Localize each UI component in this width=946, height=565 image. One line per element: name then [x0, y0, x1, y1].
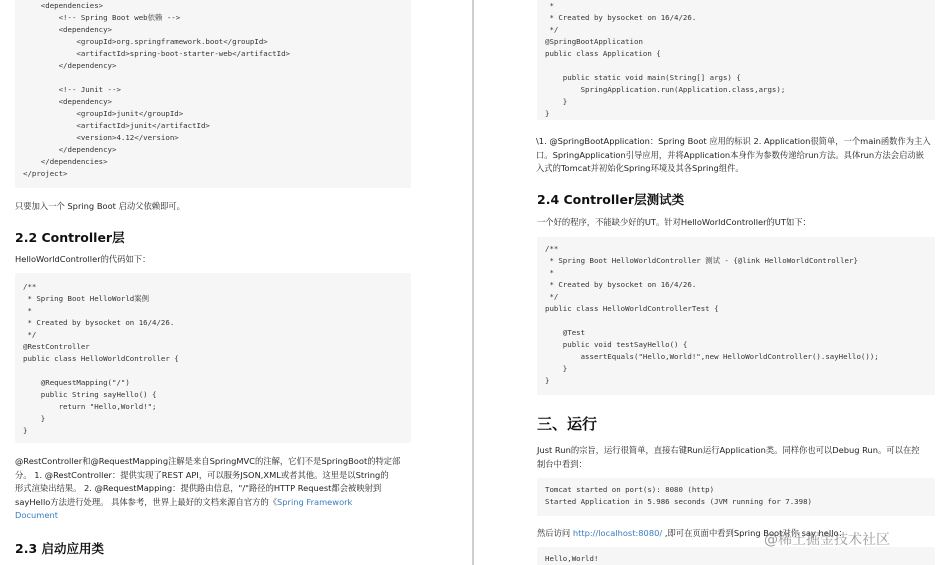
code-line: } [23, 426, 28, 435]
code-line: <!-- Junit --> [23, 85, 121, 94]
code-line: /** [545, 244, 559, 253]
localhost-link[interactable]: http://localhost:8080/ [572, 528, 663, 538]
application-code-block [537, 0, 935, 120]
watermark-logo: @稀土掘金技术社区 [764, 532, 890, 548]
code-line: return "Hello,World!"; [23, 402, 157, 411]
code-line: public String sayHello() { [23, 390, 157, 399]
code-line: } [23, 414, 46, 423]
code-line: <dependency> [23, 25, 112, 34]
visit-text-end: ,即可在页面中看到Spring Boot对你 say hello： [662, 528, 847, 538]
code-line: <artifactId>junit</artifactId> [23, 121, 210, 130]
code-line: <artifactId>spring-boot-starter-web</artifactId> [23, 49, 290, 58]
code-line: */ [23, 330, 37, 339]
code-line: } [545, 97, 568, 106]
code-line: } [545, 376, 550, 385]
code-line: * [545, 1, 554, 10]
code-line: * Spring Boot HelloWorldController 测试 - {@link HelloWorldController} [545, 256, 858, 265]
paragraph-line: 制台中看到： [537, 458, 587, 469]
code-line: * Created by bysocket on 16/4/26. [545, 280, 697, 289]
pom-code-block [15, 0, 411, 188]
heading-run: 三、运行 [537, 415, 598, 433]
heading-start-app: 2.3 启动应用类 [15, 541, 104, 556]
paragraph-annotations-line: @RestController和@RequestMapping注解是来自SpringMVC的注解，它们不是SpringBoot的特定部 [15, 456, 401, 466]
code-line: </dependencies> [23, 157, 108, 166]
heading-controller-layer: 2.2 Controller层 [15, 230, 125, 245]
paragraph-annotations-line [15, 509, 410, 523]
code-line: public class Application { [545, 49, 661, 58]
code-line: @RestController [23, 342, 90, 351]
paragraph-line: \1. @SpringBootApplication：Spring Boot 应用的标识 2. Application很简单，一个main函数作为主入 [536, 136, 931, 146]
document-link[interactable]: Document [15, 510, 58, 520]
paragraph-line: 口。SpringApplication引导应用，并将Application本身作为参数传递给run方法。具体run方法会启动嵌 [536, 149, 924, 160]
code-line: <!-- Spring Boot web依赖 --> [23, 13, 181, 22]
code-line: <groupId>junit</groupId> [23, 109, 184, 118]
paragraph-ut-intro: 一个好的程序，不能缺少好的UT。针对HelloWorldController的UT如下： [537, 217, 811, 227]
console-output-block [537, 478, 935, 516]
code-line: <groupId>org.springframework.boot</groupId> [23, 37, 268, 46]
code-line: */ [545, 292, 559, 301]
paragraph-annotations-line [15, 496, 410, 510]
code-line: public class HelloWorldControllerTest { [545, 304, 719, 313]
code-line: public class HelloWorldController { [23, 354, 179, 363]
code-line: assertEquals("Hello,World!",new HelloWorldController().sayHello()); [545, 352, 879, 361]
code-line: Tomcat started on port(s): 8080 (http) [545, 485, 715, 494]
code-line: public void testSayHello() { [545, 340, 688, 349]
code-line: } [545, 109, 550, 118]
code-line: </dependency> [23, 61, 117, 70]
paragraph-just-run [537, 444, 937, 471]
code-line: <version>4.12</version> [23, 133, 179, 142]
code-line: /** [23, 282, 37, 291]
code-line: * [23, 306, 32, 315]
paragraph-springbootapplication [536, 135, 936, 176]
code-line: SpringApplication.run(Application.class,args); [545, 85, 786, 94]
code-line: <dependencies> [23, 1, 104, 10]
code-line: * Spring Boot HelloWorld案例 [23, 294, 150, 303]
paragraph-annotations-text: sayHello方法进行处理。 具体参考，世界上最好的文档来源自官方的《 [15, 496, 278, 507]
code-line: Hello,World! [545, 554, 599, 563]
code-line: <dependency> [23, 97, 112, 106]
code-line: } [545, 364, 568, 373]
code-line: * [545, 268, 554, 277]
left-document-page [0, 0, 472, 565]
paragraph-parent-dependency: 只要加入一个 Spring Boot 启动父依赖即可。 [15, 201, 185, 211]
paragraph-controller-intro: HelloWorldController的代码如下： [15, 254, 151, 264]
visit-text: 然后访问 [537, 528, 573, 538]
paragraph-annotations-line: 分。 1. @RestController：提供实现了REST API，可以服务JSON,XML或者其他。这里是以String的 [15, 469, 389, 480]
code-line: public static void main(String[] args) { [545, 73, 741, 82]
paragraph-line: Just Run的宗旨，运行很简单，直接右键Run运行Application类。同样你也可以Debug Run。可以在控 [537, 445, 920, 455]
spring-framework-link[interactable]: Spring Framework [277, 496, 353, 507]
code-line: @Test [545, 328, 586, 337]
code-line: </project> [23, 169, 68, 178]
code-line: @SpringBootApplication [545, 37, 643, 46]
controller-code-block [15, 273, 411, 443]
paragraph-annotations [15, 455, 410, 523]
result-output-block [537, 547, 935, 565]
code-line: </dependency> [23, 145, 117, 154]
heading-controller-test: 2.4 Controller层测试类 [537, 192, 685, 207]
right-document-page [474, 0, 946, 565]
paragraph-annotations-line: 形式渲染出结果。 2. @RequestMapping：提供路由信息，"/"路径的HTTP Request都会被映射到 [15, 483, 382, 493]
code-line: * Created by bysocket on 16/4/26. [23, 318, 175, 327]
paragraph-line: 入式的Tomcat并初始化Spring环境及其各Spring组件。 [536, 163, 744, 173]
code-line: Started Application in 5.986 seconds (JVM running for 7.398) [545, 497, 812, 506]
code-line: */ [545, 25, 559, 34]
code-line: * Created by bysocket on 16/4/26. [545, 13, 697, 22]
code-line: @RequestMapping("/") [23, 378, 130, 387]
test-code-block [537, 237, 935, 395]
